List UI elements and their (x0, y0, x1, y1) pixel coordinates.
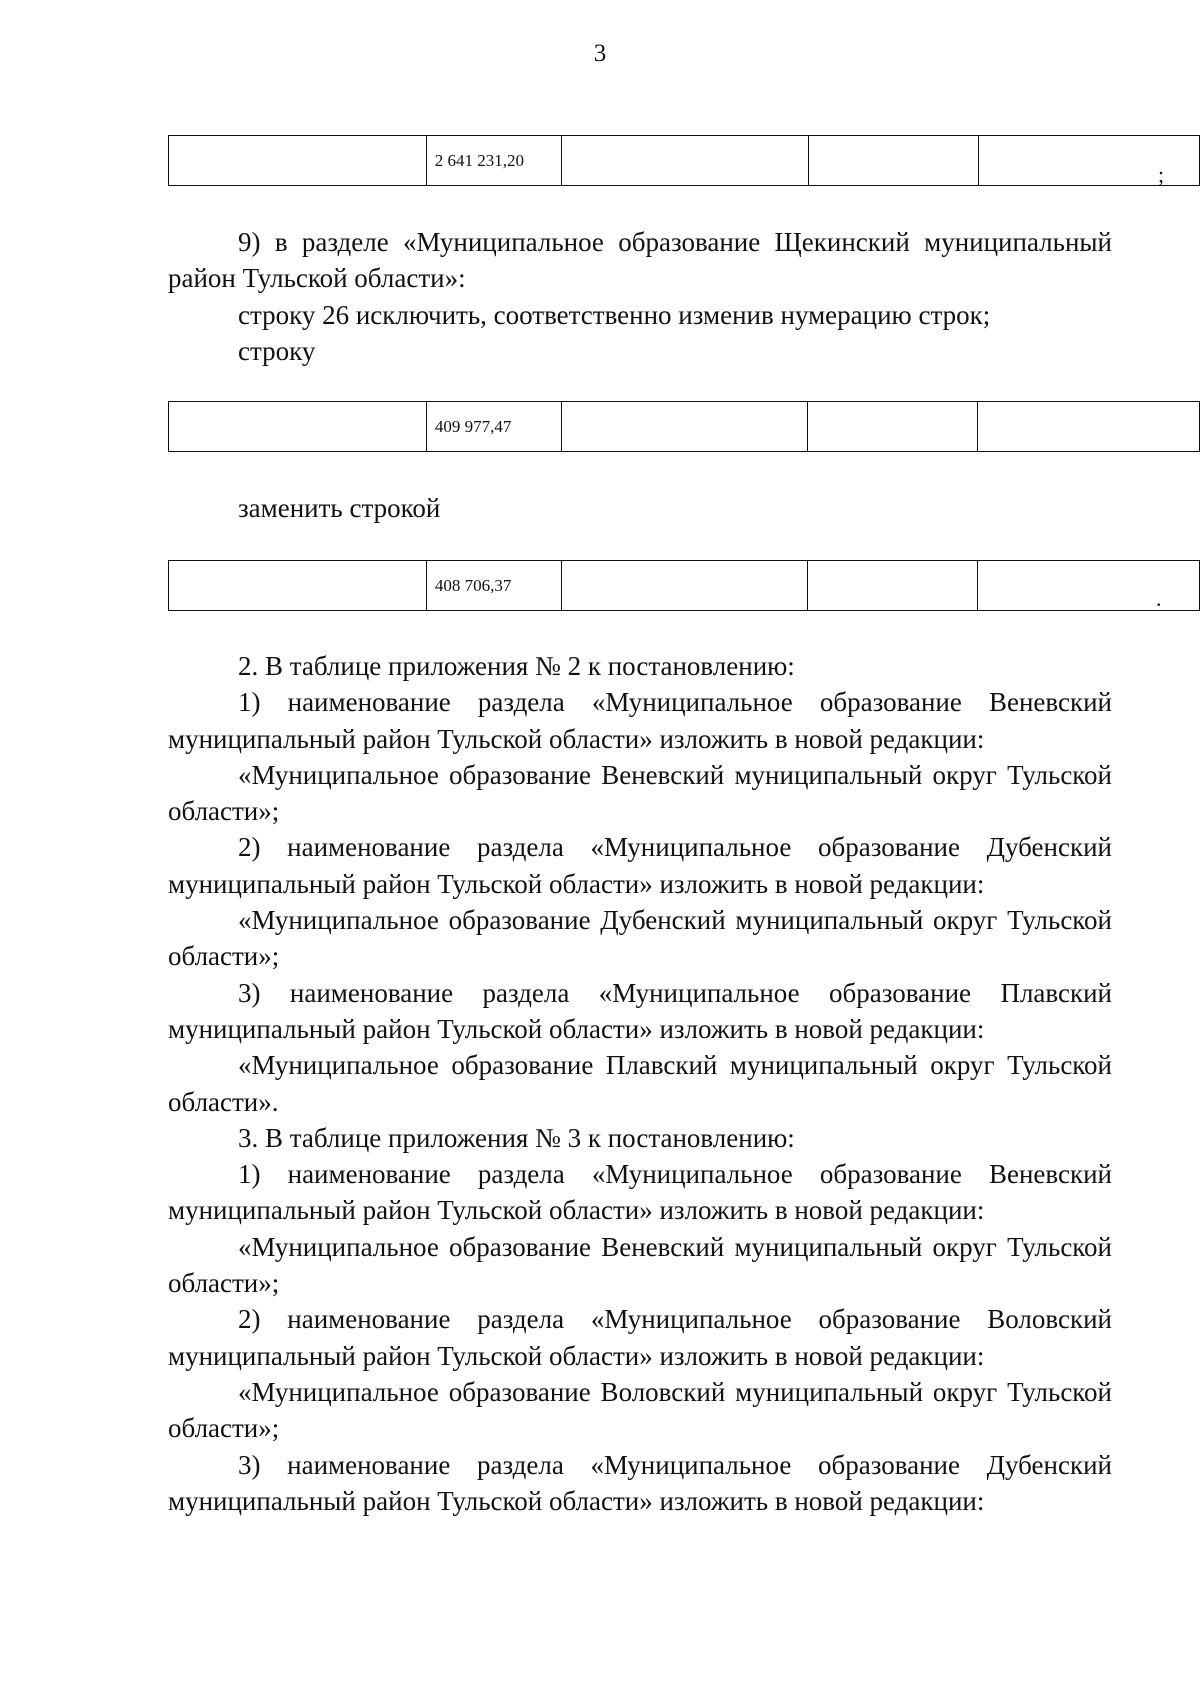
section-2-item-1-new-name: «Муниципальное образование Веневский муниципальный округ Тульской области»; (168, 759, 1112, 827)
table-cell (169, 561, 427, 611)
table-row-3-trailing-mark: . (1156, 586, 1162, 611)
table-cell-value: 408 706,37 (426, 561, 561, 611)
section-2-item-1: 1) наименование раздела «Муниципальное образование Веневский муниципальный район Тульской области» изложить в новой редакции: (168, 687, 1112, 754)
section-2-item-2-new-name: «Муниципальное образование Дубенский муниципальный округ Тульской области»; (168, 905, 1112, 972)
table-cell (562, 136, 808, 186)
table-cell (169, 402, 427, 452)
section-2-item-3: 3) наименование раздела «Муниципальное образование Плавский муниципальный район Тульской области» изложить в новой редакции: (168, 977, 1112, 1044)
table-cell (978, 402, 1200, 452)
main-text (168, 648, 1112, 1519)
table-row-1 (168, 135, 1200, 186)
section-3-item-3: 3) наименование раздела «Муниципальное образование Дубенский муниципальный район Тульской области» изложить в новой редакции: (168, 1449, 1112, 1516)
table-row-1-trailing-mark: ; (1158, 162, 1165, 187)
table-cell (561, 402, 807, 452)
table-cell (808, 402, 978, 452)
section-9-paragraph: строку 26 исключить, соответственно изменив нумерацию строк; (238, 299, 991, 330)
section-2-heading: 2. В таблице приложения № 2 к постановлению: (238, 651, 795, 681)
table-row-3 (168, 560, 1200, 611)
section-9-paragraph: 9) в разделе «Муниципальное образование Щекинский муниципальный район Тульской области»: (168, 227, 1112, 294)
table-cell-value: 409 977,47 (426, 402, 561, 452)
page-number: 3 (593, 40, 607, 67)
section-2-item-3-new-name: «Муниципальное образование Плавский муниципальный округ Тульской области». (168, 1050, 1112, 1117)
section-9 (168, 224, 1112, 369)
section-3-item-2-new-name: «Муниципальное образование Воловский муниципальный округ Тульской области»; (168, 1376, 1112, 1444)
section-3-item-2: 2) наименование раздела «Муниципальное образование Воловский муниципальный район Тульской области» изложить в новой редакции: (168, 1304, 1112, 1371)
table-cell (808, 561, 978, 611)
table-cell (561, 561, 807, 611)
section-3-heading: 3. В таблице приложения № 3 к постановлению: (238, 1122, 795, 1153)
section-2-item-2: 2) наименование раздела «Муниципальное образование Дубенский муниципальный район Тульской области» изложить в новой редакции: (168, 832, 1112, 899)
section-9-paragraph: строку (238, 335, 316, 366)
table-cell (978, 136, 1199, 186)
table-row-2 (168, 401, 1200, 452)
table-cell (169, 136, 427, 186)
table-cell (808, 136, 978, 186)
table-cell (978, 561, 1200, 611)
section-3-item-1-new-name: «Муниципальное образование Веневский муниципальный округ Тульской области»; (168, 1231, 1112, 1299)
section-3-item-1: 1) наименование раздела «Муниципальное образование Веневский муниципальный район Тульской области» изложить в новой редакции: (168, 1159, 1112, 1226)
table-cell-value: 2 641 231,20 (426, 136, 562, 186)
replace-text: заменить строкой (238, 493, 441, 523)
